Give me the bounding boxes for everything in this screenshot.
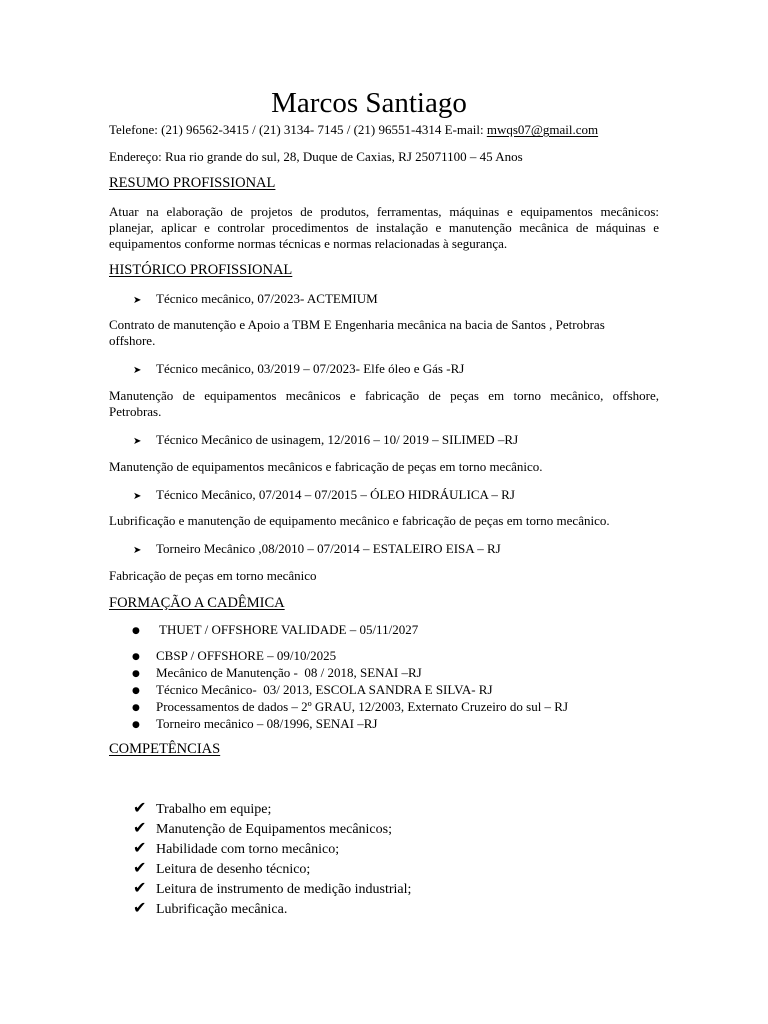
- job-title: Técnico mecânico, 03/2019 – 07/2023- Elfe óleo e Gás -RJ: [156, 361, 465, 376]
- skill-text: Habilidade com torno mecânico;: [156, 842, 340, 857]
- candidate-name: Marcos Santiago: [271, 87, 467, 119]
- job-description-line: Manutenção de equipamentos mecânicos e fabricação de peças em torno mecânico.: [109, 459, 543, 474]
- education-item-text: THUET / OFFSHORE VALIDADE – 05/11/2027: [156, 622, 419, 637]
- job-description: [109, 317, 659, 349]
- contact-line: [109, 122, 659, 138]
- arrow-right-icon: ➤: [133, 365, 142, 376]
- education-item-text: Mecânico de Manutenção - 08 / 2018, SENAI –RJ: [156, 665, 422, 680]
- arrow-right-icon: ➤: [133, 295, 142, 306]
- job-description-line: Contrato de manutenção e Apoio a TBM E Engenharia mecânica na bacia de Santos , Petrobras: [109, 317, 605, 332]
- skill-item: [133, 880, 411, 898]
- summary-text: [109, 204, 659, 252]
- bullet-dot-icon: ●: [132, 652, 140, 662]
- job-title-item: [133, 432, 518, 450]
- job-title: Técnico mecânico, 07/2023- ACTEMIUM: [156, 291, 378, 306]
- arrow-right-icon: ➤: [133, 436, 142, 447]
- job-description-line: Petrobras.: [109, 404, 162, 419]
- job-title-item: [133, 541, 501, 559]
- checkmark-icon: ✔: [133, 898, 147, 917]
- skill-text: Lubrificação mecânica.: [156, 902, 288, 917]
- job-title-item: [133, 291, 378, 309]
- education-item-text: Torneiro mecânico – 08/1996, SENAI –RJ: [156, 716, 378, 731]
- education-item: [132, 682, 493, 700]
- summary-heading: RESUMO PROFISSIONAL: [109, 175, 276, 191]
- education-item: [132, 648, 336, 666]
- skill-text: Trabalho em equipe;: [156, 802, 272, 817]
- checkmark-icon: ✔: [133, 878, 147, 897]
- arrow-right-icon: ➤: [133, 491, 142, 502]
- skill-text: Manutenção de Equipamentos mecânicos;: [156, 822, 392, 837]
- checkmark-icon: ✔: [133, 798, 147, 817]
- skill-text: Leitura de instrumento de medição industrial;: [156, 882, 412, 897]
- summary-line: Atuar na elaboração de projetos de produtos, ferramentas, máquinas e equipamentos mecânicos:: [109, 204, 659, 219]
- education-item-text: CBSP / OFFSHORE – 09/10/2025: [156, 648, 337, 663]
- job-description-line: Lubrificação e manutenção de equipamento mecânico e fabricação de peças em torno mecânico.: [109, 513, 610, 528]
- education-item-text: Processamentos de dados – 2º GRAU, 12/2003, Externato Cruzeiro do sul – RJ: [156, 699, 569, 714]
- education-item: [132, 716, 378, 734]
- checkmark-icon: ✔: [133, 818, 147, 837]
- education-item: [132, 699, 568, 717]
- education-item: [132, 622, 418, 640]
- skill-item: [133, 800, 271, 818]
- email-link[interactable]: mwqs07@gmail.com: [486, 122, 599, 137]
- job-description-line: offshore.: [109, 333, 156, 348]
- job-title: Torneiro Mecânico ,08/2010 – 07/2014 – ESTALEIRO EISA – RJ: [156, 541, 501, 556]
- job-description: [109, 513, 659, 529]
- skill-text: Leitura de desenho técnico;: [156, 862, 311, 877]
- bullet-dot-icon: ●: [132, 669, 140, 679]
- job-description: [109, 459, 659, 475]
- history-heading: HISTÓRICO PROFISSIONAL: [109, 262, 293, 278]
- checkmark-icon: ✔: [133, 838, 147, 857]
- skill-item: [133, 860, 310, 878]
- bullet-dot-icon: ●: [132, 686, 140, 696]
- bullet-dot-icon: ●: [132, 720, 140, 730]
- summary-line: equipamentos conforme normas técnicas e normas relacionadas à segurança.: [109, 236, 508, 251]
- skill-item: [133, 900, 287, 918]
- job-description: [109, 568, 659, 584]
- job-title-item: [133, 487, 515, 505]
- skill-item: [133, 820, 392, 838]
- job-description-line: Fabricação de peças em torno mecânico: [109, 568, 317, 583]
- job-title: Técnico Mecânico, 07/2014 – 07/2015 – ÓLEO HIDRÁULICA – RJ: [156, 487, 515, 502]
- contact-phones: Telefone: (21) 96562-3415 / (21) 3134- 7145 / (21) 96551-4314 E-mail:: [109, 122, 487, 137]
- education-item-text: Técnico Mecânico- 03/ 2013, ESCOLA SANDRA E SILVA- RJ: [156, 682, 493, 697]
- skill-item: [133, 840, 339, 858]
- arrow-right-icon: ➤: [133, 545, 142, 556]
- education-heading: FORMAÇÃO A CADÊMICA: [109, 595, 285, 611]
- bullet-dot-icon: ●: [132, 626, 140, 636]
- education-item: [132, 665, 422, 683]
- summary-line: planejar, aplicar e controlar procedimentos de instalação e manutenção mecânica de máquinas e: [109, 220, 659, 235]
- skills-heading: COMPETÊNCIAS: [109, 741, 221, 757]
- address-line: Endereço: Rua rio grande do sul, 28, Duque de Caxias, RJ 25071100 – 45 Anos: [109, 149, 523, 164]
- job-description: [109, 388, 659, 420]
- job-title-item: [133, 361, 464, 379]
- checkmark-icon: ✔: [133, 858, 147, 877]
- job-description-line: Manutenção de equipamentos mecânicos e fabricação de peças em torno mecânico, offshore,: [109, 388, 659, 403]
- job-title: Técnico Mecânico de usinagem, 12/2016 – 10/ 2019 – SILIMED –RJ: [156, 432, 519, 447]
- bullet-dot-icon: ●: [132, 703, 140, 713]
